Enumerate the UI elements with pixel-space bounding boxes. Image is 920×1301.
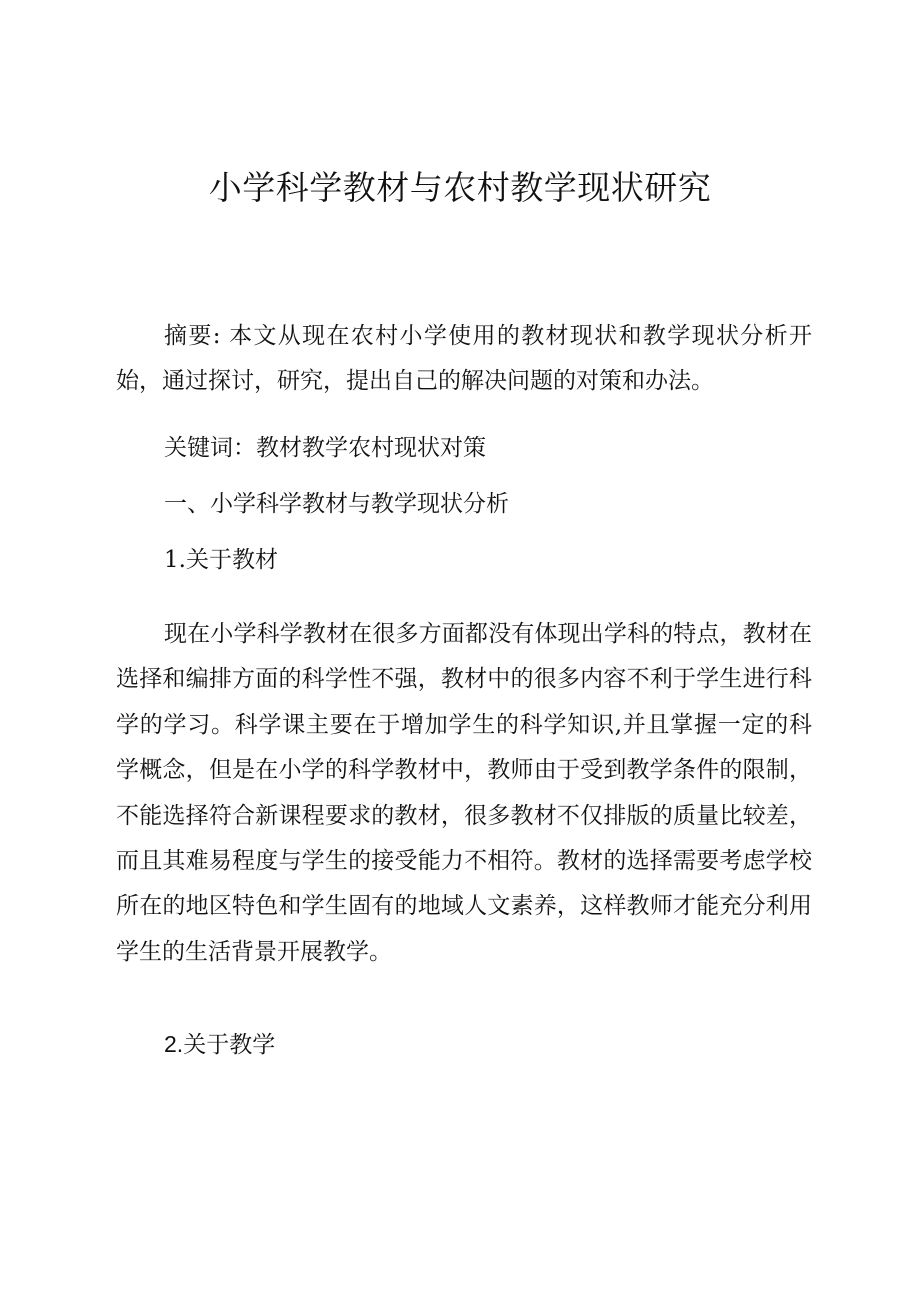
subsection-2-number: 2. (164, 1031, 184, 1057)
document-title: 小学科学教材与农村教学现状研究 (208, 168, 712, 207)
abstract-paragraph: 摘要: 本文从现在农村小学使用的教材现状和教学现状分析开始，通过探讨，研究，提出自己的解决问题的对策和办法。 (116, 323, 812, 395)
subsection-heading-2 (116, 1022, 812, 1068)
subsection-heading-1: 1.关于教材 (164, 547, 278, 573)
keywords-line: 关键词：教材教学农村现状对策 (164, 435, 486, 461)
subsection-2-title: 关于教学 (183, 1032, 276, 1058)
section-heading-1: 一、小学科学教材与教学现状分析 (164, 491, 509, 517)
subsection-1-body: 现在小学科学教材在很多方面都没有体现出学科的特点，教材在选择和编排方面的科学性不强，教材中的很多内容不利于学生进行科学的学习。科学课主要在于增加学生的科学知识,并且掌握一定的科学概念，但是在小学的科学教材中，教师由于受到教学条件的限制，不能选择符合新课程要求的教材，很多教材不仅排版的质量比较差，而且其难易程度与学生的接受能力不相符。教材的选择需要考虑学校所在的地区特色和学生固有的地域人文素养，这样教师才能充分利用学生的生活背景开展教学。 (116, 621, 812, 965)
